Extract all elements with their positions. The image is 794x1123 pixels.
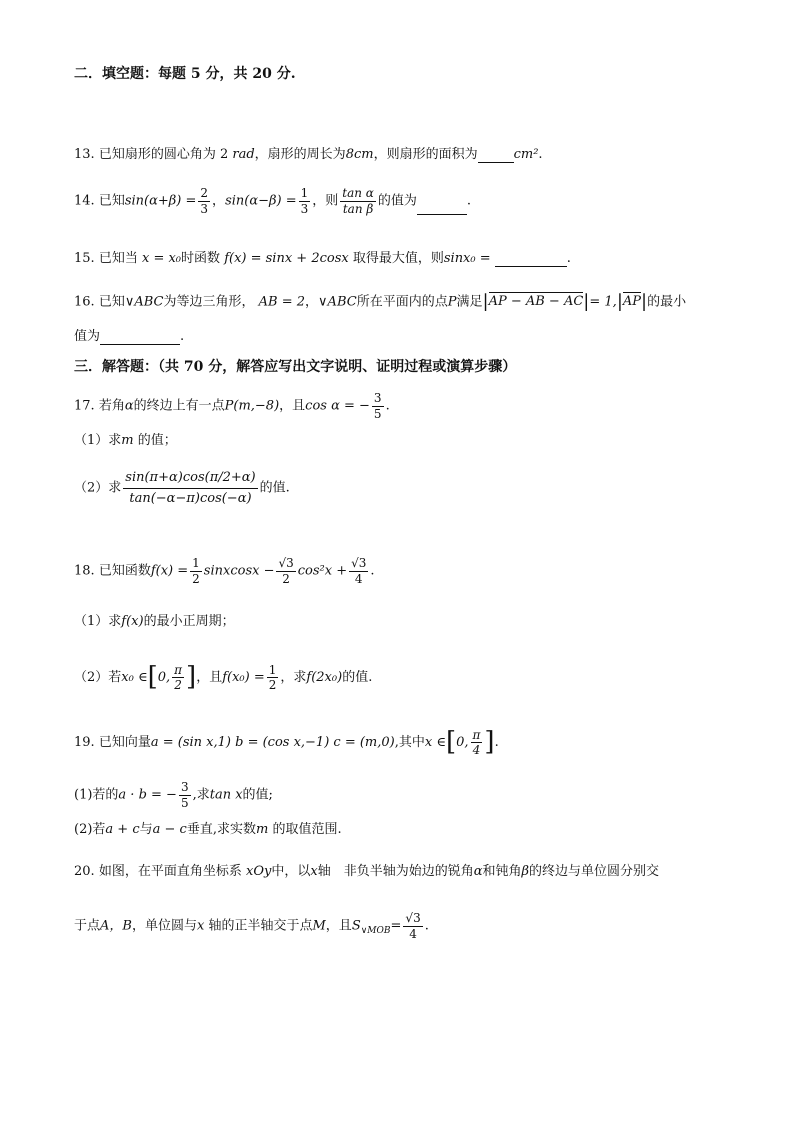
question-16: 16. 已知∨ABC为等边三角形， AB = 2，∨ABC所在平面内的点P满足|AP − AB − AC|= 1,|AP|的最小 [74, 291, 687, 312]
fraction: $\frac{\pi}{2}$ [174, 662, 183, 693]
answer-blank[interactable] [478, 162, 514, 163]
answer-blank[interactable] [100, 344, 180, 345]
question-15: 15. 已知当 x = x₀时函数 f(x) = sinx + 2cosx 取得最大值，则sinx₀ = . [74, 251, 571, 266]
question-number: 16. [74, 294, 95, 310]
question-number: 18. [74, 563, 95, 579]
section-2-heading: 二．填空题：每题 5 分，共 20 分. [74, 66, 296, 82]
fraction: $\frac{3}{5}$ [373, 391, 382, 421]
question-number: 19. [74, 735, 95, 751]
fraction: $\frac{\text{tan α}}{\text{tan β}}$ [342, 186, 374, 216]
fraction: $\frac{√3}{4}$ [351, 556, 367, 586]
question-19-part-1: (1)若的a · b = − $\frac{3}{5}$ ,求tan x的值; [74, 780, 273, 810]
question-number: 13. [74, 147, 95, 162]
question-13: 13. 已知扇形的圆心角为 2 rad，扇形的周长为8cm，则扇形的面积为 cm². [74, 147, 543, 162]
fraction: $\frac{1}{3}$ [300, 186, 309, 216]
question-19: 19. 已知向量a = (sin x,1) b = (cos x,−1) c = (m,0),其中x ∈[0, $\frac{\pi}{4}$ ]. [74, 727, 499, 758]
question-14: 14. 已知sin(α+β) = $\frac{2}{3}$ ，sin(α−β) = $\frac{1}{3}$ ，则 $\frac{\text{tan α}}{\text{tan β}}$ 的值为 . [74, 186, 472, 216]
question-number: 15. [74, 251, 95, 266]
question-18: 18. 已知函数f(x) = $\frac{1}{2}$ sinxcosx − $\frac{√3}{2}$ cos²x + $\frac{√3}{4}$ . [74, 556, 375, 586]
question-number: 20. [74, 864, 95, 879]
fraction: $\frac{\pi}{4}$ [472, 727, 481, 758]
section-3-heading: 三．解答题：（共 70 分，解答应写出文字说明、证明过程或演算步骤） [74, 359, 517, 375]
question-number: 14. [74, 193, 95, 209]
fraction: $\frac{2}{3}$ [200, 186, 209, 216]
question-20: 20. 如图，在平面直角坐标系 xOy中，以x轴 非负半轴为始边的锐角α和钝角β的终边与单位圆分别交 [74, 864, 660, 879]
question-17-part-1: （1）求m 的值； [74, 433, 177, 448]
fraction: $\frac{1}{2}$ [268, 662, 277, 693]
vector-ap: AP [622, 294, 642, 310]
answer-blank[interactable] [495, 266, 567, 267]
question-16-continued: 值为 . [74, 329, 185, 344]
question-17-part-2: （2）求 $\frac{\sin(\pi+\alpha)\cos(\pi/2+\alpha)}{\tan(-\alpha-\pi)\cos(-\alpha)}$ 的值. [74, 470, 290, 506]
vector-expression: AP − AB − AC [488, 294, 584, 310]
fraction: $\frac{√3}{4}$ [405, 911, 421, 941]
fraction: $\frac{1}{2}$ [192, 556, 200, 586]
question-number: 17. [74, 398, 95, 414]
fraction: $\frac{\sin(\pi+\alpha)\cos(\pi/2+\alpha)}{\tan(-\alpha-\pi)\cos(-\alpha)}$ [125, 470, 256, 506]
answer-blank[interactable] [417, 214, 467, 215]
fraction: $\frac{√3}{2}$ [278, 556, 294, 586]
question-19-part-2: (2)若a + c与a − c垂直,求实数m 的取值范围. [74, 822, 342, 837]
question-20-continued: 于点A，B，单位圆与x 轴的正半轴交于点M，且$S_{\vee MOB}=$ $\frac{√3}{4}$ . [74, 911, 429, 941]
question-18-part-1: （1）求f(x)的最小正周期； [74, 614, 235, 629]
question-18-part-2: （2）若x₀ ∈[0, $\frac{\pi}{2}$ ]，且f(x₀) = $\frac{1}{2}$ ，求f(2x₀)的值. [74, 662, 373, 693]
fraction: $\frac{3}{5}$ [180, 780, 189, 810]
question-17: 17. 若角α的终边上有一点P(m,−8)，且cos α = − $\frac{3}{5}$ . [74, 391, 390, 421]
